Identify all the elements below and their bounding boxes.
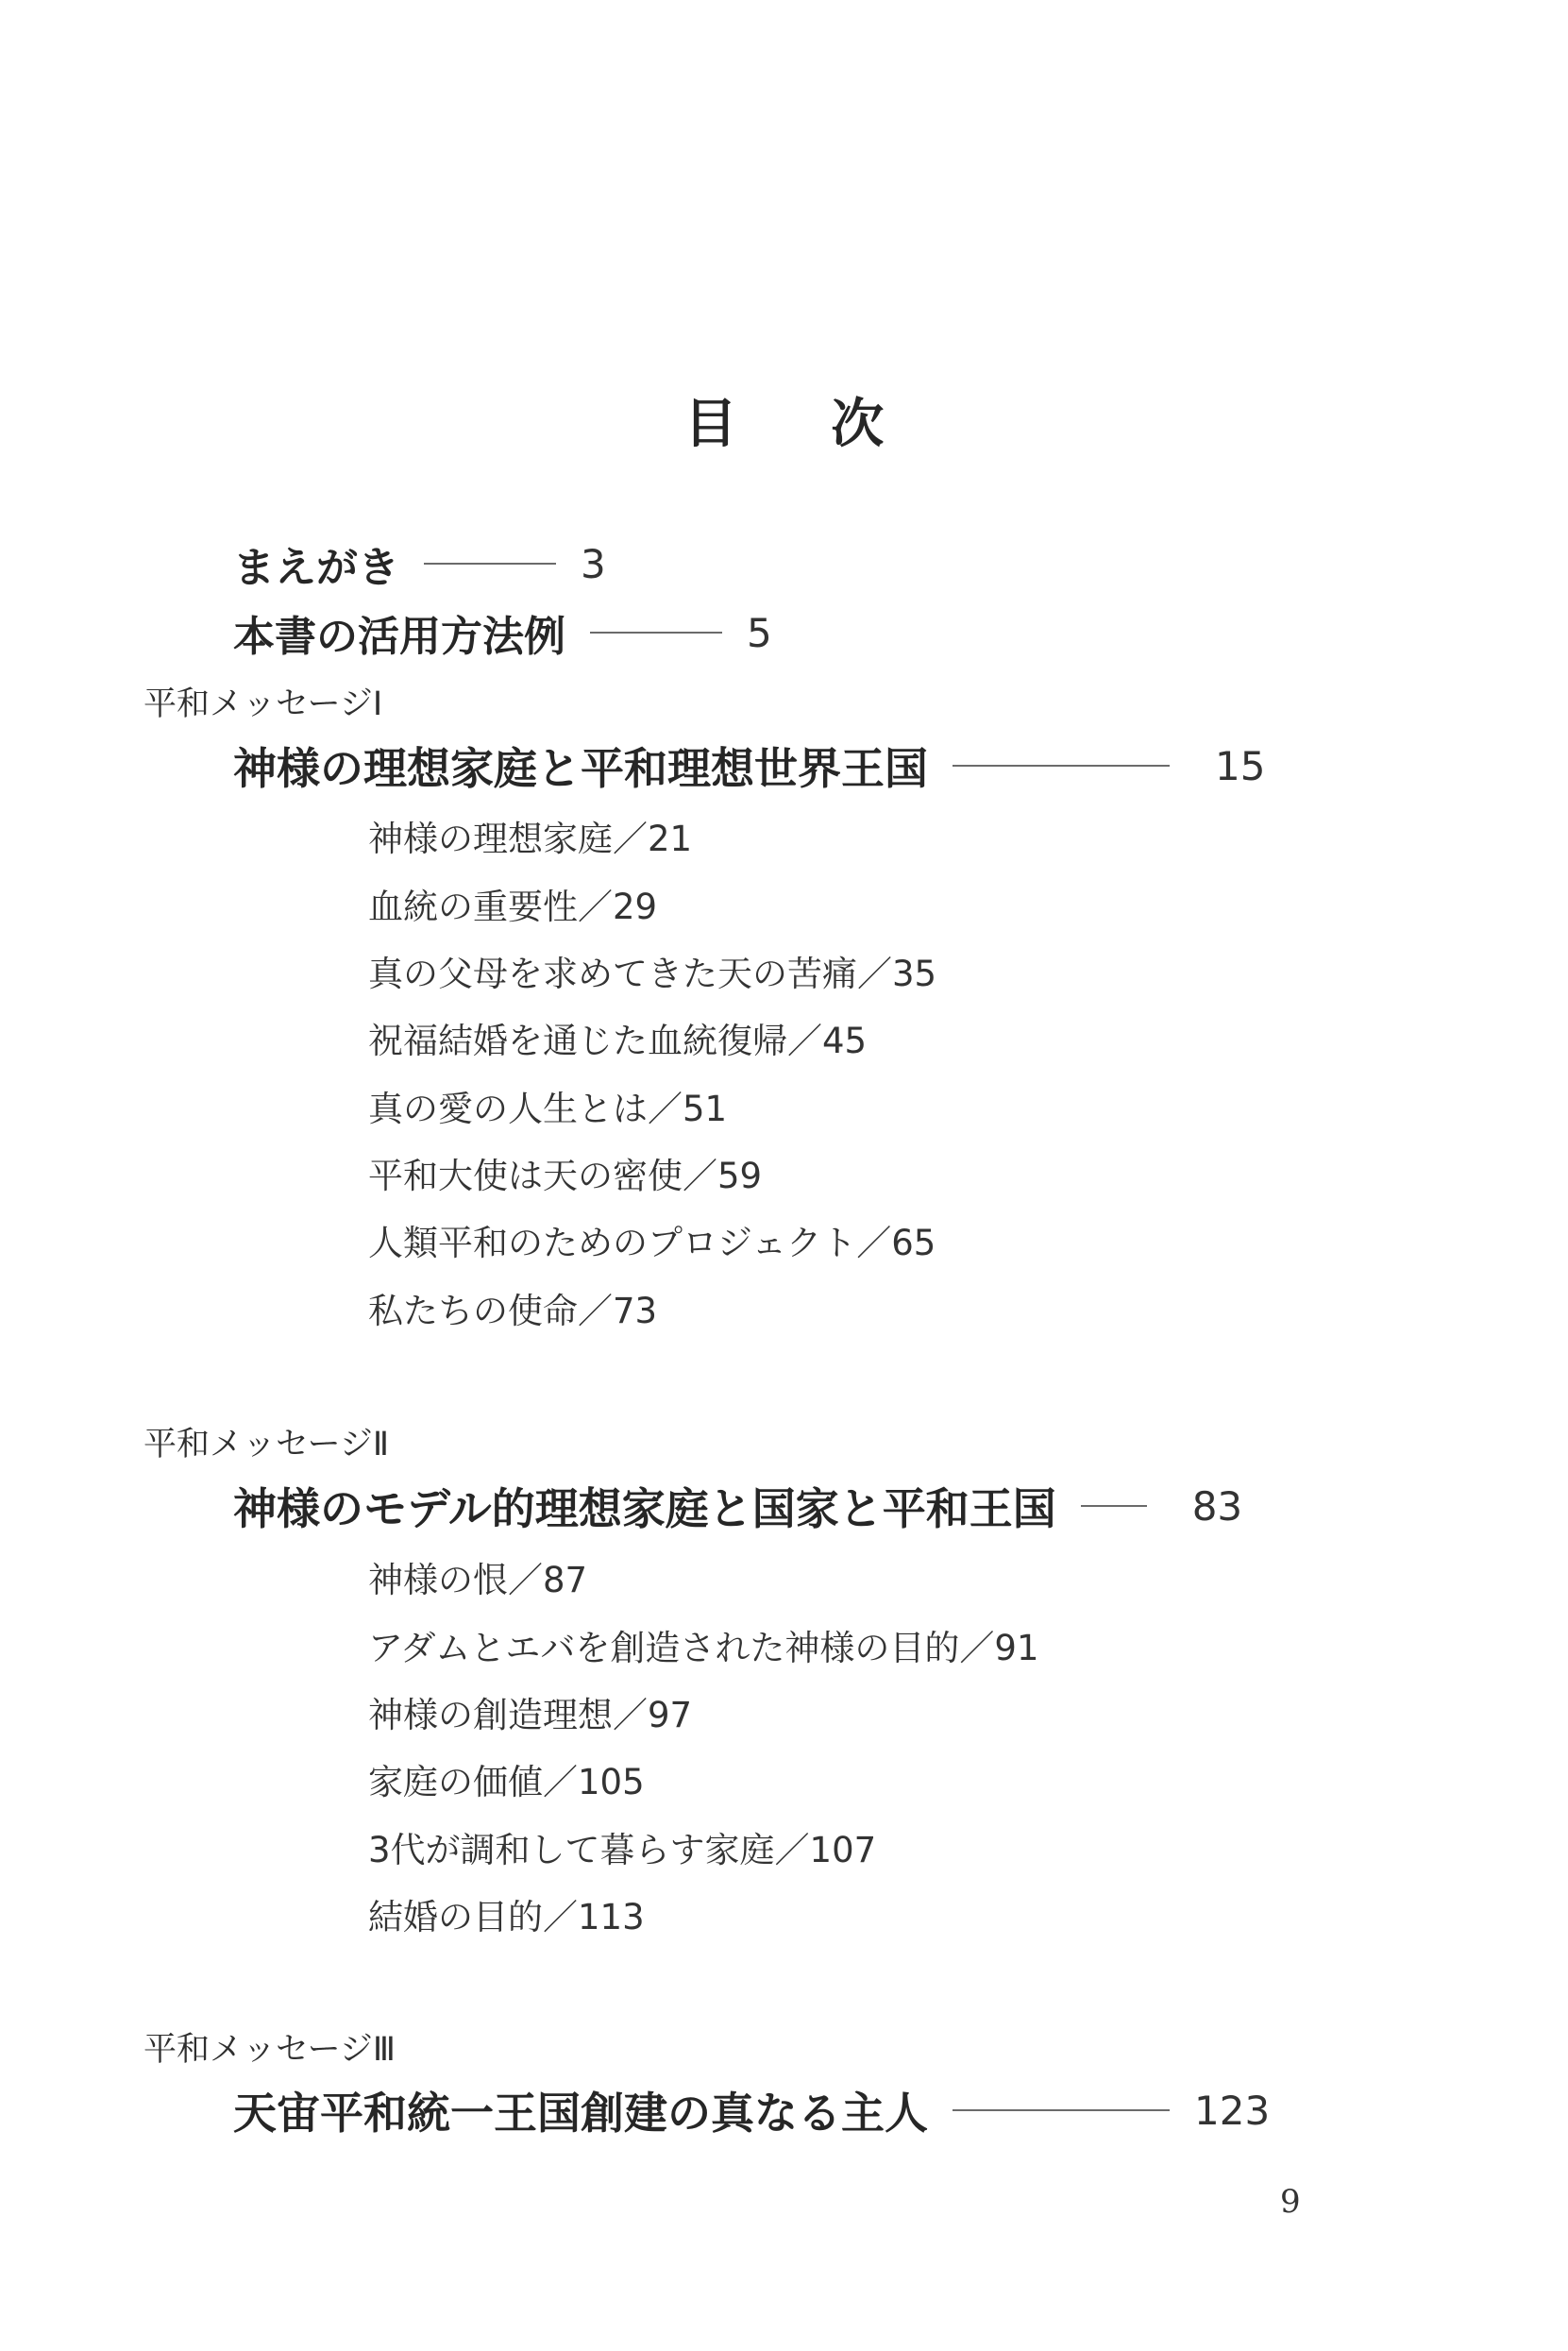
chapter-entry-3	[233, 2079, 1270, 2141]
toc-subitem: 神様の理想家庭／21	[368, 819, 693, 859]
toc-entry-howto	[233, 602, 772, 663]
page-number: 9	[1280, 2183, 1301, 2221]
chapter-page: 83	[1191, 1482, 1243, 1530]
chapter-page: 15	[1215, 742, 1266, 789]
chapter-entry-1	[233, 735, 1265, 797]
chapter-label: 天宙平和統一王国創建の真なる主人	[233, 2088, 928, 2139]
toc-subitem: 3代が調和して暮らす家庭／107	[368, 1830, 877, 1870]
page-title: 目 次	[683, 393, 922, 455]
section-heading-3: 平和メッセージⅢ	[143, 2031, 396, 2069]
leader-line	[953, 765, 1170, 767]
leader-line	[424, 563, 556, 565]
entry-label: まえがき	[233, 544, 399, 592]
toc-subitem: アダムとエバを創造された神様の目的／91	[368, 1628, 1039, 1668]
leader-line	[1081, 1505, 1147, 1507]
leader-line	[953, 2109, 1170, 2111]
toc-subitem: 血統の重要性／29	[368, 887, 658, 927]
toc-subitem: 祝福結婚を通じた血統復帰／45	[368, 1021, 868, 1061]
toc-subitem: 結婚の目的／113	[368, 1897, 645, 1937]
toc-subitem: 家庭の価値／105	[368, 1762, 645, 1802]
entry-label: 本書の活用方法例	[233, 613, 565, 661]
toc-subitem: 真の愛の人生とは／51	[368, 1089, 728, 1129]
chapter-page: 123	[1194, 2087, 1271, 2134]
chapter-label: 神様の理想家庭と平和理想世界王国	[233, 743, 928, 794]
section-heading-2: 平和メッセージⅡ	[143, 1426, 390, 1463]
toc-subitem: 平和大使は天の密使／59	[368, 1156, 763, 1196]
chapter-label: 神様のモデル的理想家庭と国家と平和王国	[233, 1483, 1056, 1534]
chapter-entry-2	[233, 1475, 1242, 1537]
toc-subitem: 神様の恨／87	[368, 1560, 588, 1600]
entry-page: 5	[747, 609, 772, 656]
toc-subitem: 神様の創造理想／97	[368, 1695, 693, 1735]
leader-line	[590, 632, 722, 634]
entry-page: 3	[581, 540, 606, 587]
toc-entry-foreword	[233, 533, 606, 594]
toc-subitem: 人類平和のためのプロジェクト／65	[368, 1223, 936, 1263]
toc-subitem: 私たちの使命／73	[368, 1291, 658, 1331]
section-heading-1: 平和メッセージⅠ	[143, 685, 383, 723]
toc-subitem: 真の父母を求めてきた天の苦痛／35	[368, 954, 937, 994]
